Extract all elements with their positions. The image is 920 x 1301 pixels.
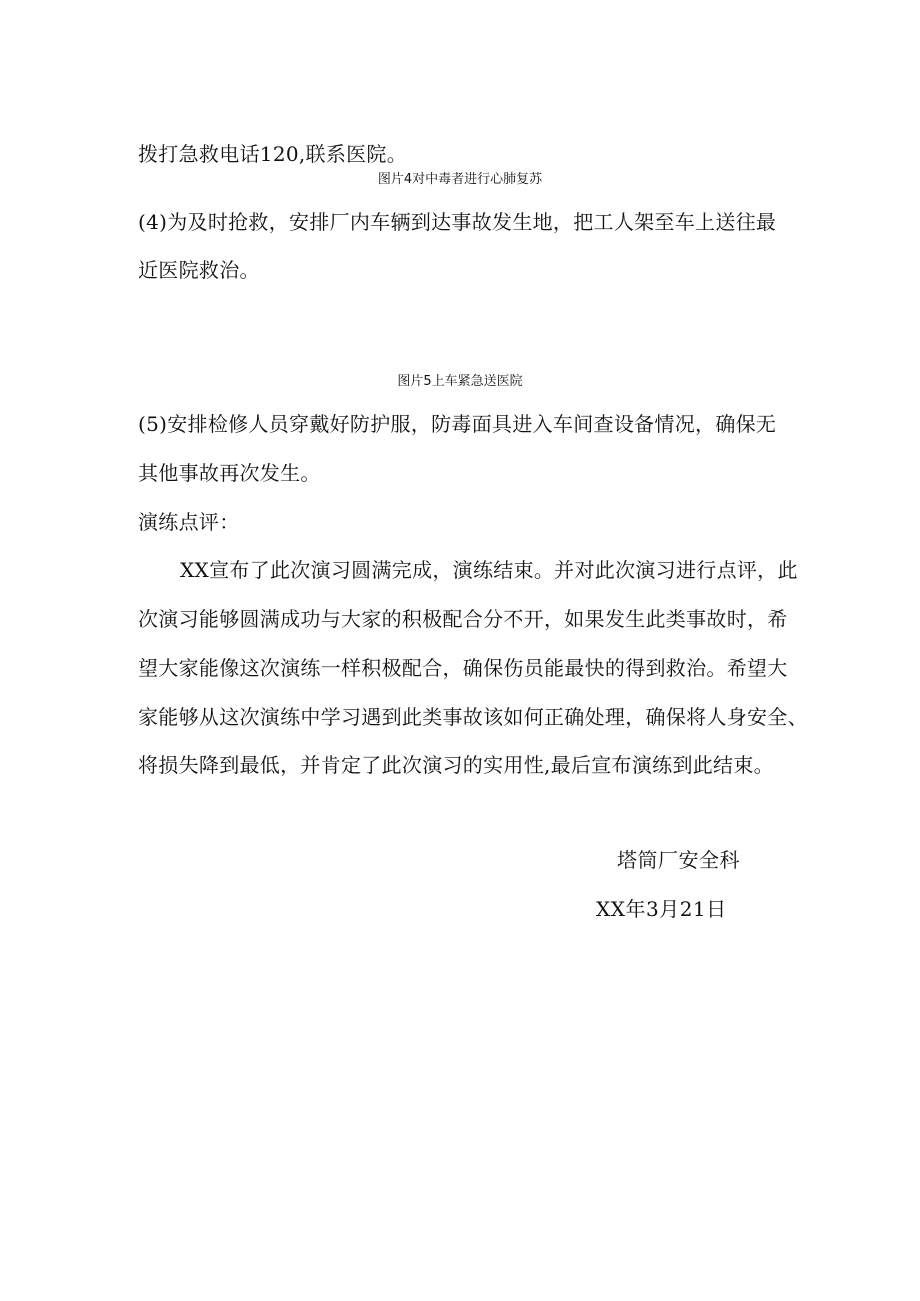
review-line-4: 家能够从这次演练中学习遇到此类事故该如何正确处理，确保将人身安全、 [138,705,808,729]
signature-organization: 塔筒厂安全科 [617,848,740,872]
step-5-line-1: (5)安排检修人员穿戴好防护服，防毒面具进入车间查设备情况，确保无 [138,412,777,436]
step-4-line-1: (4)为及时抢救，安排厂内车辆到达事故发生地，把工人架至车上送往最 [138,210,777,234]
review-line-2: 次演习能够圆满成功与大家的积极配合分不开，如果发生此类事故时，希 [138,607,788,631]
review-line-5: 将损失降到最低，并肯定了此次演习的实用性,最后宣布演练到此结束。 [138,753,774,777]
paragraph-line-call-hospital: 拨打急救电话120,联系医院。 [138,142,408,166]
signature-date: XX年3月21日 [596,897,727,921]
figure-caption-5: 图片5上车紧急送医院 [397,374,523,389]
step-5-line-2: 其他事故再次发生。 [138,461,321,485]
figure-caption-4: 图片4对中毒者进行心肺复苏 [377,172,543,187]
review-line-3: 望大家能像这次演练一样积极配合，确保伤员能最快的得到救治。希望大 [138,656,788,680]
review-heading: 演练点评： [138,510,240,534]
review-line-1: XX宣布了此次演习圆满完成，演练结束。并对此次演习进行点评，此 [180,558,798,582]
step-4-line-2: 近医院救治。 [138,258,260,282]
